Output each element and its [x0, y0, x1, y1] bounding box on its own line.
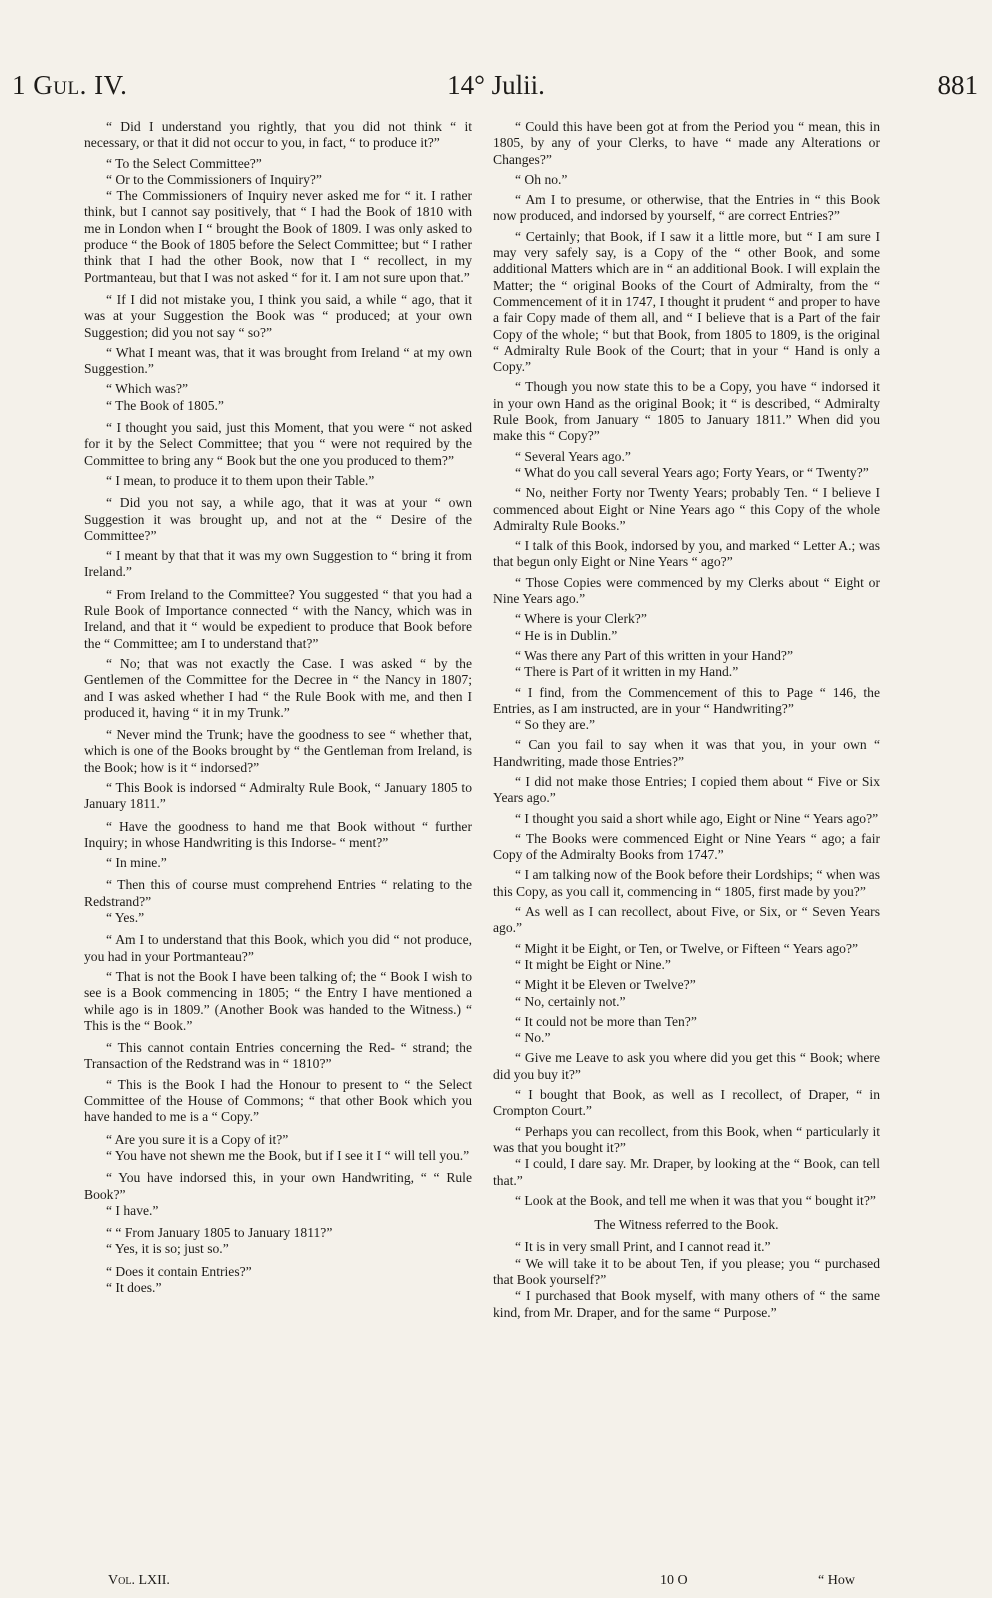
paragraph: “ This cannot contain Entries concerning the Red- “ strand; the Transaction of the Redstrand was in “ 1810?” — [84, 1040, 472, 1072]
paragraph: “ I find, from the Commencement of this to Page “ 146, the Entries, as I am instructed, are in your “ Handwriting?” — [493, 684, 880, 716]
paragraph: “ Could this have been got at from the Period you “ mean, this in 1805, by any of your Clerks, to have “ made any Alterations or Changes?” — [493, 119, 880, 167]
paragraph: “ I bought that Book, as well as I recollect, of Draper, “ in Crompton Court.” — [493, 1087, 880, 1119]
paragraph: “ I could, I dare say. Mr. Draper, by looking at the “ Book, can tell that.” — [493, 1156, 880, 1188]
paragraph: “ This is the Book I had the Honour to present to “ the Select Committee of the House of Commons; “ that other Book which you have handed to me is a “ Copy.” — [84, 1076, 472, 1125]
paragraph: “ Did I understand you rightly, that you did not think “ it necessary, or that it did not occur to you, in fact, “ to produce it?” — [84, 119, 472, 151]
paragraph: “ There is Part of it written in my Hand.” — [515, 664, 739, 680]
paragraph: “ Look at the Book, and tell me when it was that you “ bought it?” — [515, 1192, 876, 1208]
paragraph: “ Though you now state this to be a Copy, you have “ indorsed it in your own Hand as the original Book; it “ is described, “ Admiralty Rule Book, from January “ 1805 to January 1811.” When did you make this “ Copy?” — [493, 379, 880, 444]
paragraph: “ Can you fail to say when it was that you, in your own “ Handwriting, made those Entries?” — [493, 737, 880, 769]
paragraph: “ Or to the Commissioners of Inquiry?” — [106, 171, 322, 187]
paragraph: “ What I meant was, that it was brought from Ireland “ at my own Suggestion.” — [84, 344, 472, 377]
paragraph: “ I talk of this Book, indorsed by you, and marked “ Letter A.; was that begun only Eight or Nine Years “ ago?” — [493, 538, 880, 570]
catchword: “ How — [818, 1573, 855, 1588]
paragraph: “ It is in very small Print, and I cannot read it.” — [515, 1239, 771, 1255]
paragraph: “ Are you sure it is a Copy of it?” — [106, 1131, 289, 1147]
paragraph: “ Where is your Clerk?” — [515, 611, 647, 627]
paragraph: “ It could not be more than Ten?” — [515, 1013, 697, 1029]
paragraph: “ Several Years ago.” — [515, 448, 631, 464]
paragraph: “ Yes.” — [106, 910, 145, 926]
paragraph: “ I have.” — [106, 1202, 159, 1218]
regnal-year: 1 Gul. IV. — [12, 70, 128, 100]
paragraph: “ That is not the Book I have been talking of; the “ Book I wish to see is a Book commencing in 1805; “ the Entry I have mentioned a while ago is in 1809.” (Another Book was handed to the Witness.) “ This is the “ Book.” — [84, 968, 472, 1033]
paragraph: “ Might it be Eleven or Twelve?” — [515, 977, 696, 993]
paragraph: “ The Commissioners of Inquiry never asked me for “ it. I rather think, but I cannot say positively, that “ I had the Book of 1810 with me in London when I “ brought the Book of 1809. I was only asked to produce “ the Book of 1805 before the Select Committee; but “ I rather think that I had the other Book, now that I “ recollect, in my Portmanteau, but that I was not asked “ for it. I am not sure upon that.” — [84, 188, 472, 285]
paragraph: “ Which was?” — [106, 381, 189, 397]
paragraph: “ Yes, it is so; just so.” — [106, 1241, 229, 1257]
paragraph: “ This Book is indorsed “ Admiralty Rule Book, “ January 1805 to January 1811.” — [84, 779, 472, 812]
paragraph: “ If I did not mistake you, I think you said, a while “ ago, that it was at your Suggestion the Book was “ produced; at your own Suggestion; did you not say “ so?” — [84, 291, 472, 340]
paragraph: “ Those Copies were commenced by my Clerks about “ Eight or Nine Years ago.” — [493, 574, 880, 607]
paragraph: “ He is in Dublin.” — [515, 627, 618, 643]
right-column — [493, 119, 880, 1325]
paragraph: “ No, neither Forty nor Twenty Years; probably Ten. “ I believe I commenced about Eight or Nine Years ago “ this Copy of the whole Admiralty Rule Books.” — [493, 485, 880, 533]
paragraph: “ I thought you said, just this Moment, that you were “ not asked for it by the Select Committee; that you “ were not required by the Committee to bring any “ Book but the one you produced to them?” — [84, 420, 472, 468]
paragraph: “ I meant by that that it was my own Suggestion to “ bring it from Ireland.” — [84, 548, 472, 580]
paragraph: “ Give me Leave to ask you where did you get this “ Book; where did you buy it?” — [493, 1050, 880, 1082]
paragraph: “ “ From January 1805 to January 1811?” — [106, 1225, 333, 1241]
paragraph: “ So they are.” — [515, 717, 596, 733]
paragraph: “ No.” — [515, 1030, 551, 1046]
paragraph: “ Am I to presume, or otherwise, that the Entries in “ this Book now produced, and indorsed by yourself, “ are correct Entries?” — [493, 192, 880, 224]
paragraph: “ Have the goodness to hand me that Book without “ further Inquiry; in whose Handwriting is this Indorse- “ ment?” — [84, 818, 472, 850]
paragraph: “ The Book of 1805.” — [106, 397, 224, 413]
paragraph: “ Am I to understand that this Book, which you did “ not produce, you had in your Portmanteau?” — [84, 932, 472, 964]
paragraph: “ Oh no.” — [515, 171, 568, 187]
paragraph: “ Then this of course must comprehend Entries “ relating to the Redstrand?” — [84, 877, 472, 909]
paragraph: “ From Ireland to the Committee? You suggested “ that you had a Rule Book of Importance connected “ with the Nancy, which was in Ireland, and that it “ would be expedient to produce that Book before the “ Committee; am I to understand that?” — [84, 586, 472, 651]
paragraph: “ I mean, to produce it to them upon their Table.” — [106, 472, 375, 488]
printer-signature: 10 O — [660, 1573, 688, 1588]
paragraph: “ What do you call several Years ago; Forty Years, or “ Twenty?” — [515, 464, 869, 480]
paragraph: “ You have not shewn me the Book, but if I see it I “ will tell you.” — [106, 1147, 470, 1163]
paragraph: “ No; that was not exactly the Case. I was asked “ by the Gentlemen of the Committee for the Decree in “ the Nancy in 1807; and I was asked whether I had “ the Rule Book with me, and then I produced it, having “ it in my Trunk.” — [84, 655, 472, 720]
paragraph: “ Certainly; that Book, if I saw it a little more, but “ I am sure I may very safely say, is a Copy of the “ other Book, and some additional Matters which are in “ an additional Book. I will explain the Matter; the “ original Books of the Court of Admiralty, from the “ Commencement of it in 1747, I thought it prudent “ and proper to have a fair Copy made of them all, and “ I believe that is a Part of the fair Copy of the whole; “ but that Book, from 1805 to 1809, is the original “ Admiralty Rule Book of the Court; that in your “ Hand is only a Copy.” — [493, 228, 880, 375]
paragraph: “ It might be Eight or Nine.” — [515, 956, 671, 972]
page-header — [0, 70, 992, 114]
paragraph: “ Might it be Eight, or Ten, or Twelve, or Fifteen “ Years ago?” — [515, 940, 859, 956]
left-column — [84, 119, 472, 1300]
section-heading: The Witness referred to the Book. — [594, 1217, 779, 1233]
paragraph: “ It does.” — [106, 1280, 162, 1295]
paragraph: “ As well as I can recollect, about Five, or Six, or “ Seven Years ago.” — [493, 904, 880, 936]
paragraph: “ You have indorsed this, in your own Handwriting, “ “ Rule Book?” — [84, 1170, 472, 1202]
paragraph: “ Did you not say, a while ago, that it was at your “ own Suggestion it was brought up, and not at the “ Desire of the Committee?” — [84, 495, 472, 543]
paragraph: “ Does it contain Entries?” — [106, 1263, 252, 1279]
paragraph: “ Perhaps you can recollect, from this Book, when “ particularly it was that you bought it?” — [493, 1123, 880, 1155]
paragraph: “ No, certainly not.” — [515, 993, 626, 1009]
date-heading: 14° Julii. — [447, 70, 545, 100]
paragraph: “ Was there any Part of this written in your Hand?” — [515, 647, 794, 663]
paragraph: “ I am talking now of the Book before their Lordships; “ when was this Copy, as you call it, commencing in “ 1805, first made by you?” — [493, 867, 880, 899]
paragraph: “ We will take it to be about Ten, if you please; you “ purchased that Book yourself?” — [493, 1255, 880, 1287]
paragraph: “ The Books were commenced Eight or Nine Years “ ago; a fair Copy of the Admiralty Books from 1747.” — [493, 830, 880, 863]
paragraph: “ I thought you said a short while ago, Eight or Nine “ Years ago?” — [515, 810, 879, 826]
page-number: 881 — [937, 70, 978, 100]
paragraph: “ I did not make those Entries; I copied them about “ Five or Six Years ago.” — [493, 773, 880, 806]
paragraph: “ Never mind the Trunk; have the goodness to see “ whether that, which is one of the Books brought by “ the Gentleman from Ireland, is the Book; how is it “ indorsed?” — [84, 727, 472, 775]
paragraph: “ In mine.” — [106, 855, 167, 871]
paragraph: “ To the Select Committee?” — [106, 155, 262, 171]
paragraph: “ I purchased that Book myself, with many others of “ the same kind, from Mr. Draper, and for the same “ Purpose.” — [493, 1288, 880, 1320]
volume-number: Vol. LXII. — [108, 1573, 170, 1588]
